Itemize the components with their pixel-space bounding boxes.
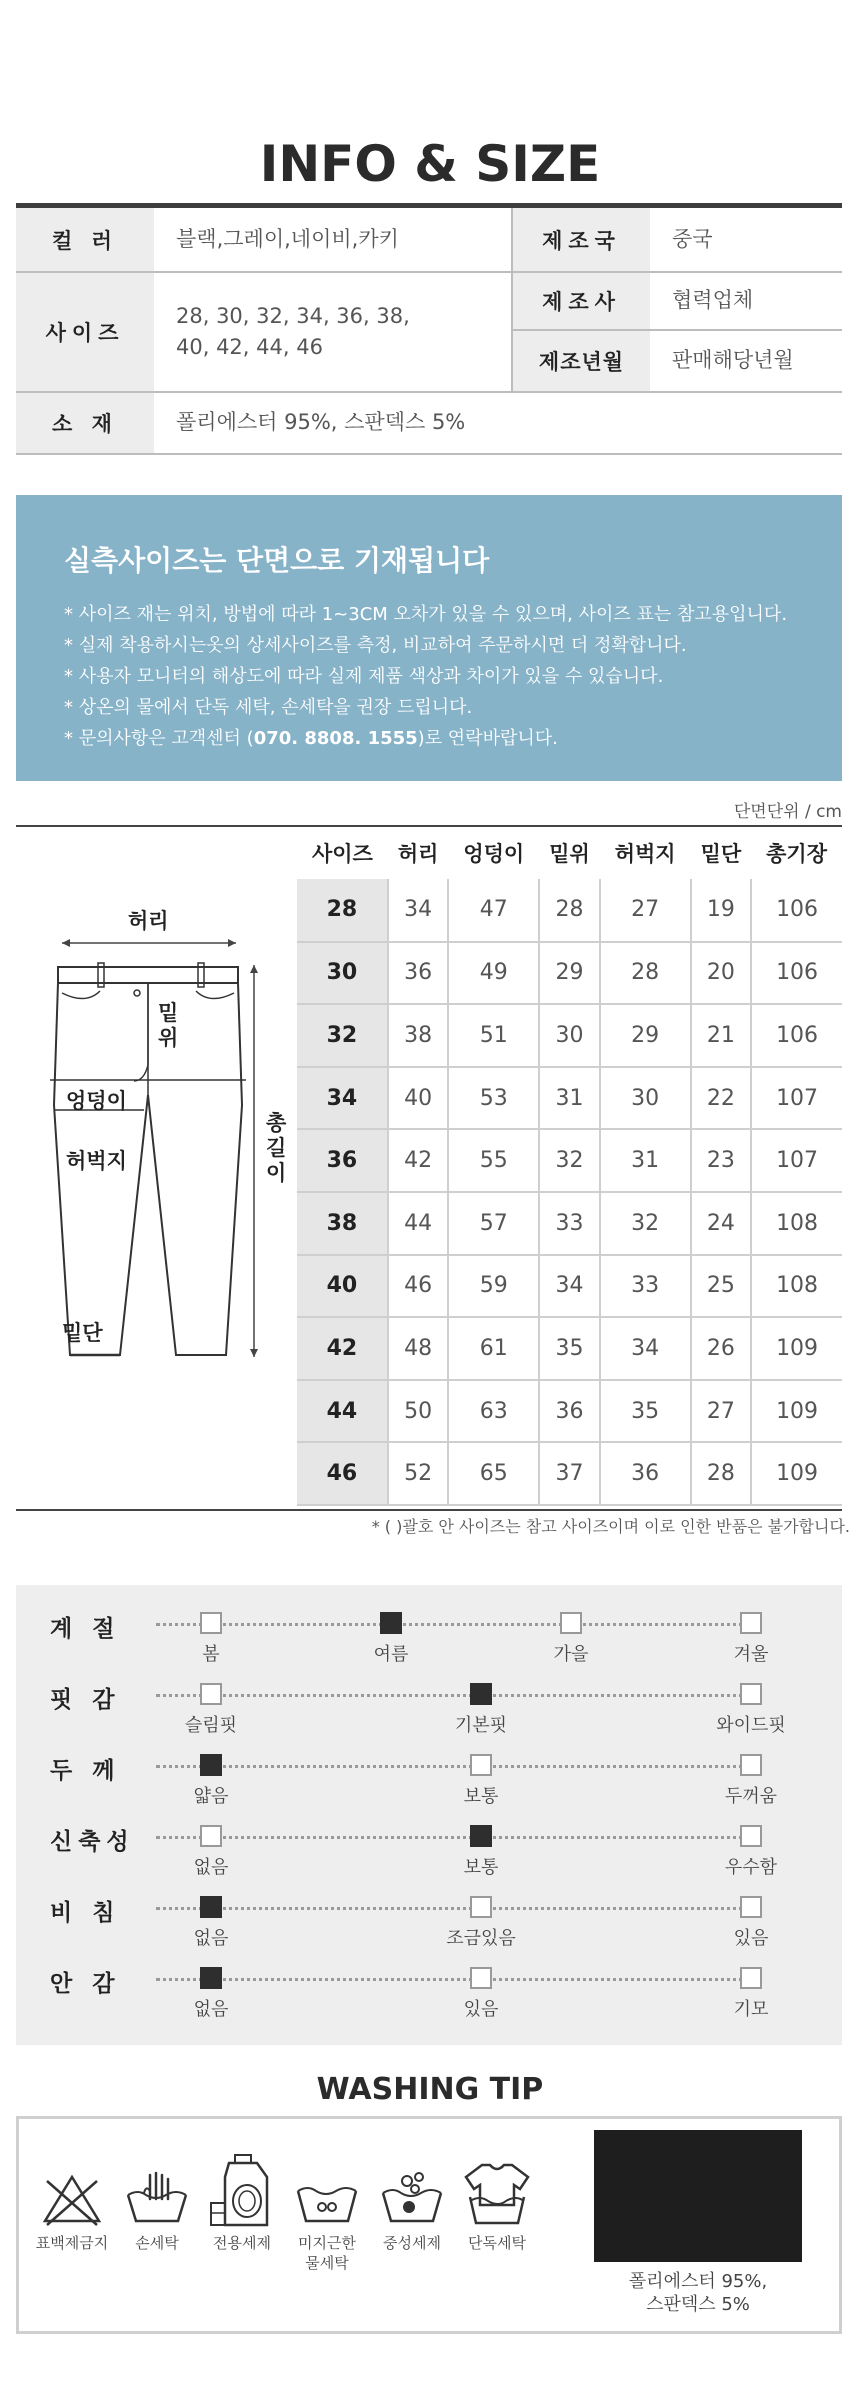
notice-line: * 문의사항은 고객센터 (070. 8808. 1555)로 연락바랍니다. (64, 728, 558, 749)
attribute-option: 조금있음 (446, 1928, 516, 1949)
size-col-header: 총기장 (766, 842, 827, 866)
size-cell: 28 (297, 879, 388, 942)
measure-cell: 29 (600, 1004, 691, 1067)
separate-wash-icon (462, 2161, 532, 2229)
notice-line: * 사용자 모니터의 해상도에 따라 실제 제품 색상과 차이가 있을 수 있습니다. (64, 666, 664, 687)
measure-cell: 55 (448, 1129, 539, 1192)
attribute-scale-line (156, 1907, 756, 1910)
fabric-line: 스판덱스 5% (646, 2294, 750, 2315)
measure-cell: 36 (600, 1442, 691, 1505)
attribute-option: 보통 (463, 1857, 499, 1878)
size-row (297, 1255, 842, 1318)
hand-wash-icon (122, 2169, 192, 2229)
attribute-checkbox (740, 1612, 762, 1634)
attribute-option: 없음 (193, 1999, 229, 2020)
size-row (297, 879, 842, 942)
washing-label: 표백제금지 (35, 2234, 109, 2252)
pants-diagram (40, 905, 300, 1365)
measure-cell: 32 (600, 1192, 691, 1255)
measure-cell: 19 (691, 879, 752, 942)
attribute-option: 있음 (463, 1999, 499, 2020)
date-value: 판매해당년월 (650, 330, 842, 392)
attribute-option: 슬림핏 (184, 1715, 238, 1736)
attribute-label: 핏 감 (50, 1687, 121, 1713)
attribute-option: 겨울 (733, 1644, 769, 1665)
size-cell: 42 (297, 1317, 388, 1380)
attribute-scale-line (156, 1978, 756, 1981)
measure-cell: 28 (600, 942, 691, 1005)
measure-cell: 21 (691, 1004, 752, 1067)
measure-cell: 46 (388, 1255, 449, 1318)
lukewarm-wash-icon (292, 2169, 362, 2229)
measure-cell: 26 (691, 1317, 752, 1380)
washing-item (197, 2153, 287, 2253)
attribute-option: 두꺼움 (724, 1786, 778, 1807)
washing-label: 중성세제 (383, 2234, 441, 2252)
measure-cell: 33 (600, 1255, 691, 1318)
measure-cell: 36 (388, 942, 449, 1005)
size-cell: 32 (297, 1004, 388, 1067)
diagram-thigh-label: 허벅지 (66, 1149, 127, 1173)
measure-cell: 35 (600, 1380, 691, 1443)
measure-cell: 27 (600, 879, 691, 942)
attribute-row (16, 1965, 842, 2035)
measure-cell: 48 (388, 1317, 449, 1380)
notice-line: * 실제 착용하시는옷의 상세사이즈를 측정, 비교하여 주문하시면 더 정확합니다. (64, 635, 687, 656)
measure-cell: 34 (388, 879, 449, 942)
country-value: 중국 (650, 208, 842, 272)
measure-cell: 109 (751, 1442, 842, 1505)
measure-cell: 24 (691, 1192, 752, 1255)
measure-cell: 20 (691, 942, 752, 1005)
measure-cell: 44 (388, 1192, 449, 1255)
attribute-checkbox-checked (200, 1754, 222, 1776)
measure-cell: 30 (539, 1004, 600, 1067)
size-value (154, 272, 512, 392)
size-cell: 30 (297, 942, 388, 1005)
measure-cell: 106 (751, 879, 842, 942)
attribute-row (16, 1681, 842, 1751)
washing-title: WASHING TIP (316, 2072, 544, 2107)
attribute-row (16, 1752, 842, 1822)
detergent-icon (207, 2153, 277, 2229)
fabric-line: 폴리에스터 95%, (628, 2271, 768, 2292)
measure-cell: 28 (539, 879, 600, 942)
size-cell: 44 (297, 1380, 388, 1443)
measure-cell: 107 (751, 1067, 842, 1130)
material-value: 폴리에스터 95%, 스판덱스 5% (154, 392, 842, 454)
measure-cell: 42 (388, 1129, 449, 1192)
neutral-detergent-icon (377, 2169, 447, 2229)
measure-cell: 109 (751, 1317, 842, 1380)
measure-cell: 50 (388, 1380, 449, 1443)
product-info-table (16, 203, 842, 455)
size-cell: 34 (297, 1067, 388, 1130)
measure-cell: 23 (691, 1129, 752, 1192)
measure-cell: 107 (751, 1129, 842, 1192)
measure-cell: 25 (691, 1255, 752, 1318)
attribute-checkbox-checked (200, 1967, 222, 1989)
size-col-header: 허리 (397, 842, 439, 866)
attribute-row (16, 1823, 842, 1893)
attribute-label: 안 감 (50, 1971, 121, 1997)
attribute-option: 보통 (463, 1786, 499, 1807)
measure-cell: 65 (448, 1442, 539, 1505)
contact-phone: 070. 8808. 1555 (253, 728, 418, 749)
color-value: 블랙,그레이,네이비,카키 (154, 208, 512, 272)
measure-cell: 51 (448, 1004, 539, 1067)
attribute-option: 와이드핏 (716, 1715, 786, 1736)
measure-cell: 109 (751, 1380, 842, 1443)
washing-label: 미지근한 물세탁 (298, 2234, 356, 2272)
attribute-row (16, 1610, 842, 1680)
attribute-checkbox-checked (470, 1683, 492, 1705)
no-bleach-icon (39, 2169, 105, 2229)
measure-cell: 108 (751, 1192, 842, 1255)
material-label: 소 재 (16, 392, 154, 454)
measure-cell: 33 (539, 1192, 600, 1255)
attribute-checkbox (470, 1967, 492, 1989)
measure-cell: 108 (751, 1255, 842, 1318)
diagram-waist-label: 허리 (128, 909, 169, 933)
washing-item (27, 2169, 117, 2253)
maker-value: 협력업체 (650, 272, 842, 330)
washing-item (112, 2169, 202, 2253)
measure-cell: 36 (539, 1380, 600, 1443)
measure-cell: 52 (388, 1442, 449, 1505)
washing-item (452, 2161, 542, 2253)
measure-cell: 57 (448, 1192, 539, 1255)
measure-cell: 37 (539, 1442, 600, 1505)
measure-cell: 31 (600, 1129, 691, 1192)
size-value-line2: 40, 42, 44, 46 (176, 335, 323, 359)
size-note: * ( )괄호 안 사이즈는 참고 사이즈이며 이로 인한 반품은 불가합니다. (371, 1517, 850, 1536)
attribute-checkbox (560, 1612, 582, 1634)
pants-outline-icon (40, 905, 300, 1365)
measure-cell: 31 (539, 1067, 600, 1130)
measure-cell: 27 (691, 1380, 752, 1443)
attribute-scale-line (156, 1765, 756, 1768)
measure-cell: 47 (448, 879, 539, 942)
fabric-swatch (594, 2130, 802, 2262)
attribute-scale-line (156, 1836, 756, 1839)
diagram-hip-label: 엉덩이 (66, 1089, 127, 1113)
attribute-label: 신축성 (50, 1829, 135, 1855)
notice-title: 실측사이즈는 단면으로 기재됩니다 (64, 544, 490, 577)
diagram-rise-label: 밑위 (158, 1001, 179, 1050)
washing-label: 단독세탁 (468, 2234, 526, 2252)
country-label: 제조국 (512, 208, 650, 272)
attribute-option: 없음 (193, 1857, 229, 1878)
attribute-option: 봄 (202, 1644, 220, 1665)
size-col-header: 엉덩이 (463, 842, 525, 866)
notice-line: * 사이즈 재는 위치, 방법에 따라 1~3CM 오차가 있을 수 있으며, 사이즈 표는 참고용입니다. (64, 604, 788, 625)
size-table (297, 827, 842, 1506)
size-cell: 36 (297, 1129, 388, 1192)
fabric-composition (560, 2270, 836, 2316)
attribute-option: 얇음 (193, 1786, 229, 1807)
diagram-hem-label: 밑단 (62, 1321, 103, 1345)
attribute-checkbox (200, 1612, 222, 1634)
measure-cell: 38 (388, 1004, 449, 1067)
measure-cell: 61 (448, 1317, 539, 1380)
attribute-label: 계 절 (50, 1616, 121, 1642)
attribute-option: 여름 (373, 1644, 409, 1665)
measure-cell: 29 (539, 942, 600, 1005)
attribute-checkbox (740, 1896, 762, 1918)
washing-label: 손세탁 (135, 2234, 179, 2252)
attribute-checkbox (740, 1825, 762, 1847)
size-cell: 40 (297, 1255, 388, 1318)
attribute-checkbox-checked (200, 1896, 222, 1918)
measure-cell: 28 (691, 1442, 752, 1505)
attribute-option: 있음 (733, 1928, 769, 1949)
size-row (297, 1129, 842, 1192)
washing-item (367, 2169, 457, 2253)
page-title: INFO & SIZE (259, 135, 601, 193)
attribute-row (16, 1894, 842, 1964)
size-cell: 46 (297, 1442, 388, 1505)
attribute-option: 없음 (193, 1928, 229, 1949)
attribute-label: 두 께 (50, 1758, 121, 1784)
size-unit: 단면단위 / cm (733, 802, 842, 822)
color-label: 컬 러 (16, 208, 154, 272)
attribute-label: 비 침 (50, 1900, 121, 1926)
attribute-checkbox (200, 1683, 222, 1705)
washing-label: 전용세제 (213, 2234, 271, 2252)
measure-cell: 22 (691, 1067, 752, 1130)
measure-cell: 30 (600, 1067, 691, 1130)
attribute-option: 기본핏 (454, 1715, 508, 1736)
diagram-length-label: 총길이 (266, 1111, 287, 1185)
attribute-checkbox-checked (380, 1612, 402, 1634)
measure-cell: 34 (539, 1255, 600, 1318)
attribute-checkbox (470, 1896, 492, 1918)
size-row (297, 1380, 842, 1443)
attribute-checkbox (200, 1825, 222, 1847)
measure-cell: 106 (751, 942, 842, 1005)
attribute-option: 우수함 (724, 1857, 778, 1878)
size-row (297, 1067, 842, 1130)
date-label: 제조년월 (512, 330, 650, 392)
size-col-header: 밑위 (549, 842, 590, 866)
size-row (297, 1192, 842, 1255)
attribute-scale-line (156, 1694, 756, 1697)
size-col-header: 사이즈 (311, 842, 373, 866)
size-row (297, 1317, 842, 1380)
washing-item (282, 2169, 372, 2273)
size-notice-box (16, 495, 842, 781)
size-col-header: 밑단 (700, 842, 742, 866)
size-table-header (297, 827, 842, 879)
measure-cell: 40 (388, 1067, 449, 1130)
attribute-checkbox (740, 1683, 762, 1705)
measure-cell: 63 (448, 1380, 539, 1443)
size-table-bottom-rule (16, 1509, 842, 1511)
measure-cell: 106 (751, 1004, 842, 1067)
product-attributes-panel (16, 1585, 842, 2045)
measure-cell: 32 (539, 1129, 600, 1192)
measure-cell: 49 (448, 942, 539, 1005)
size-label: 사이즈 (16, 272, 154, 392)
attribute-checkbox (740, 1967, 762, 1989)
size-cell: 38 (297, 1192, 388, 1255)
size-col-header: 허벅지 (614, 842, 676, 866)
attribute-option: 가을 (553, 1644, 589, 1665)
attribute-scale-line (156, 1623, 756, 1626)
attribute-option: 기모 (733, 1999, 769, 2020)
size-row (297, 1004, 842, 1067)
size-row (297, 942, 842, 1005)
size-value-line1: 28, 30, 32, 34, 36, 38, (176, 303, 410, 328)
measure-cell: 34 (600, 1317, 691, 1380)
measure-cell: 53 (448, 1067, 539, 1130)
measure-cell: 35 (539, 1317, 600, 1380)
size-row (297, 1442, 842, 1505)
notice-line: * 상온의 물에서 단독 세탁, 손세탁을 권장 드립니다. (64, 697, 473, 718)
maker-label: 제조사 (512, 272, 650, 330)
attribute-checkbox (470, 1754, 492, 1776)
measure-cell: 59 (448, 1255, 539, 1318)
attribute-checkbox (740, 1754, 762, 1776)
attribute-checkbox-checked (470, 1825, 492, 1847)
